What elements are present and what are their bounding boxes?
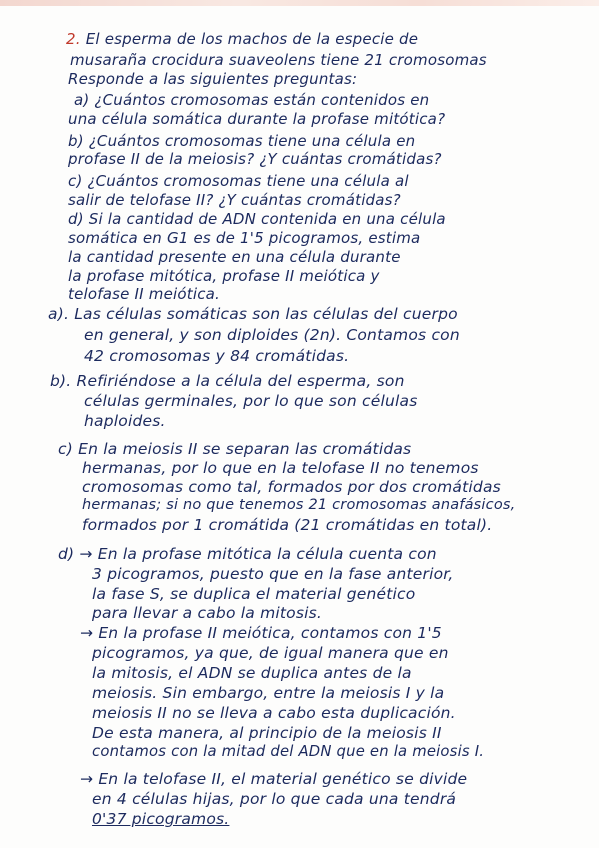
answer-d-line-11: contamos con la mitad del ADN que en la meiosis I. xyxy=(92,743,485,760)
answer-c-line-3: cromosomas como tal, formados por dos cromátidas xyxy=(82,478,501,496)
question-line-14: telofase II meiótica. xyxy=(68,285,220,303)
question-line-11: somática en G1 es de 1'5 picogramos, estima xyxy=(68,229,421,247)
answer-d-line-2: 3 picogramos, puesto que en la fase anterior, xyxy=(92,565,454,583)
question-line-6: b) ¿Cuántos cromosomas tiene una célula en xyxy=(68,132,416,150)
answer-d-line-13: en 4 células hijas, por lo que cada una tendrá xyxy=(92,790,457,808)
answer-d-line-6: picogramos, ya que, de igual manera que en xyxy=(92,644,449,662)
answer-d-line-1: d) → En la profase mitótica la célula cuenta con xyxy=(58,545,437,563)
answer-c-line-1: c) En la meiosis II se separan las cromátidas xyxy=(58,440,412,458)
answer-d-line-5: → En la profase II meiótica, contamos con 1'5 xyxy=(80,624,442,642)
question-line-1 xyxy=(66,30,418,48)
question-line-4: a) ¿Cuántos cromosomas están contenidos en xyxy=(74,91,430,109)
answer-d-line-10: De esta manera, al principio de la meiosis II xyxy=(92,724,442,742)
answer-d-line-3: la fase S, se duplica el material genético xyxy=(92,585,416,603)
answer-a-line-1: a). Las células somáticas son las células del cuerpo xyxy=(48,305,458,323)
question-text: El esperma de los machos de la especie de xyxy=(85,30,419,48)
answer-b-line-2: células germinales, por lo que son células xyxy=(84,392,418,410)
question-number: 2. xyxy=(66,30,81,48)
question-line-10: d) Si la cantidad de ADN contenida en una célula xyxy=(68,210,446,228)
answer-d-line-12: → En la telofase II, el material genético se divide xyxy=(80,770,468,788)
question-line-7: profase II de la meiosis? ¿Y cuántas cromátidas? xyxy=(68,150,442,168)
answer-b-line-3: haploides. xyxy=(84,412,166,430)
answer-d-line-4: para llevar a cabo la mitosis. xyxy=(92,604,323,622)
answer-d-line-9: meiosis II no se lleva a cabo esta duplicación. xyxy=(92,704,456,722)
question-line-5: una célula somática durante la profase mitótica? xyxy=(68,110,446,128)
answer-c-line-5: formados por 1 cromátida (21 cromátidas en total). xyxy=(82,516,493,534)
question-line-8: c) ¿Cuántos cromosomas tiene una célula al xyxy=(68,172,409,190)
answer-a-line-2: en general, y son diploides (2n). Contamos con xyxy=(84,326,460,344)
question-line-2: musaraña crocidura suaveolens tiene 21 cromosomas xyxy=(70,51,487,69)
question-line-12: la cantidad presente en una célula durante xyxy=(68,248,401,266)
page-top-edge xyxy=(0,0,599,6)
question-line-9: salir de telofase II? ¿Y cuántas cromátidas? xyxy=(68,191,401,209)
answer-d-line-14: 0'37 picogramos. xyxy=(92,810,230,828)
answer-d-line-7: la mitosis, el ADN se duplica antes de la xyxy=(92,664,412,682)
answer-d-line-8: meiosis. Sin embargo, entre la meiosis I y la xyxy=(92,684,445,702)
question-line-3: Responde a las siguientes preguntas: xyxy=(68,70,358,88)
question-line-13: la profase mitótica, profase II meiótica y xyxy=(68,267,380,285)
answer-c-line-2: hermanas, por lo que en la telofase II no tenemos xyxy=(82,459,479,477)
answer-b-line-1: b). Refiriéndose a la célula del esperma, son xyxy=(50,372,405,390)
answer-c-line-4: hermanas; si no que tenemos 21 cromosomas anafásicos, xyxy=(82,497,516,513)
answer-a-line-3: 42 cromosomas y 84 cromátidas. xyxy=(84,347,350,365)
